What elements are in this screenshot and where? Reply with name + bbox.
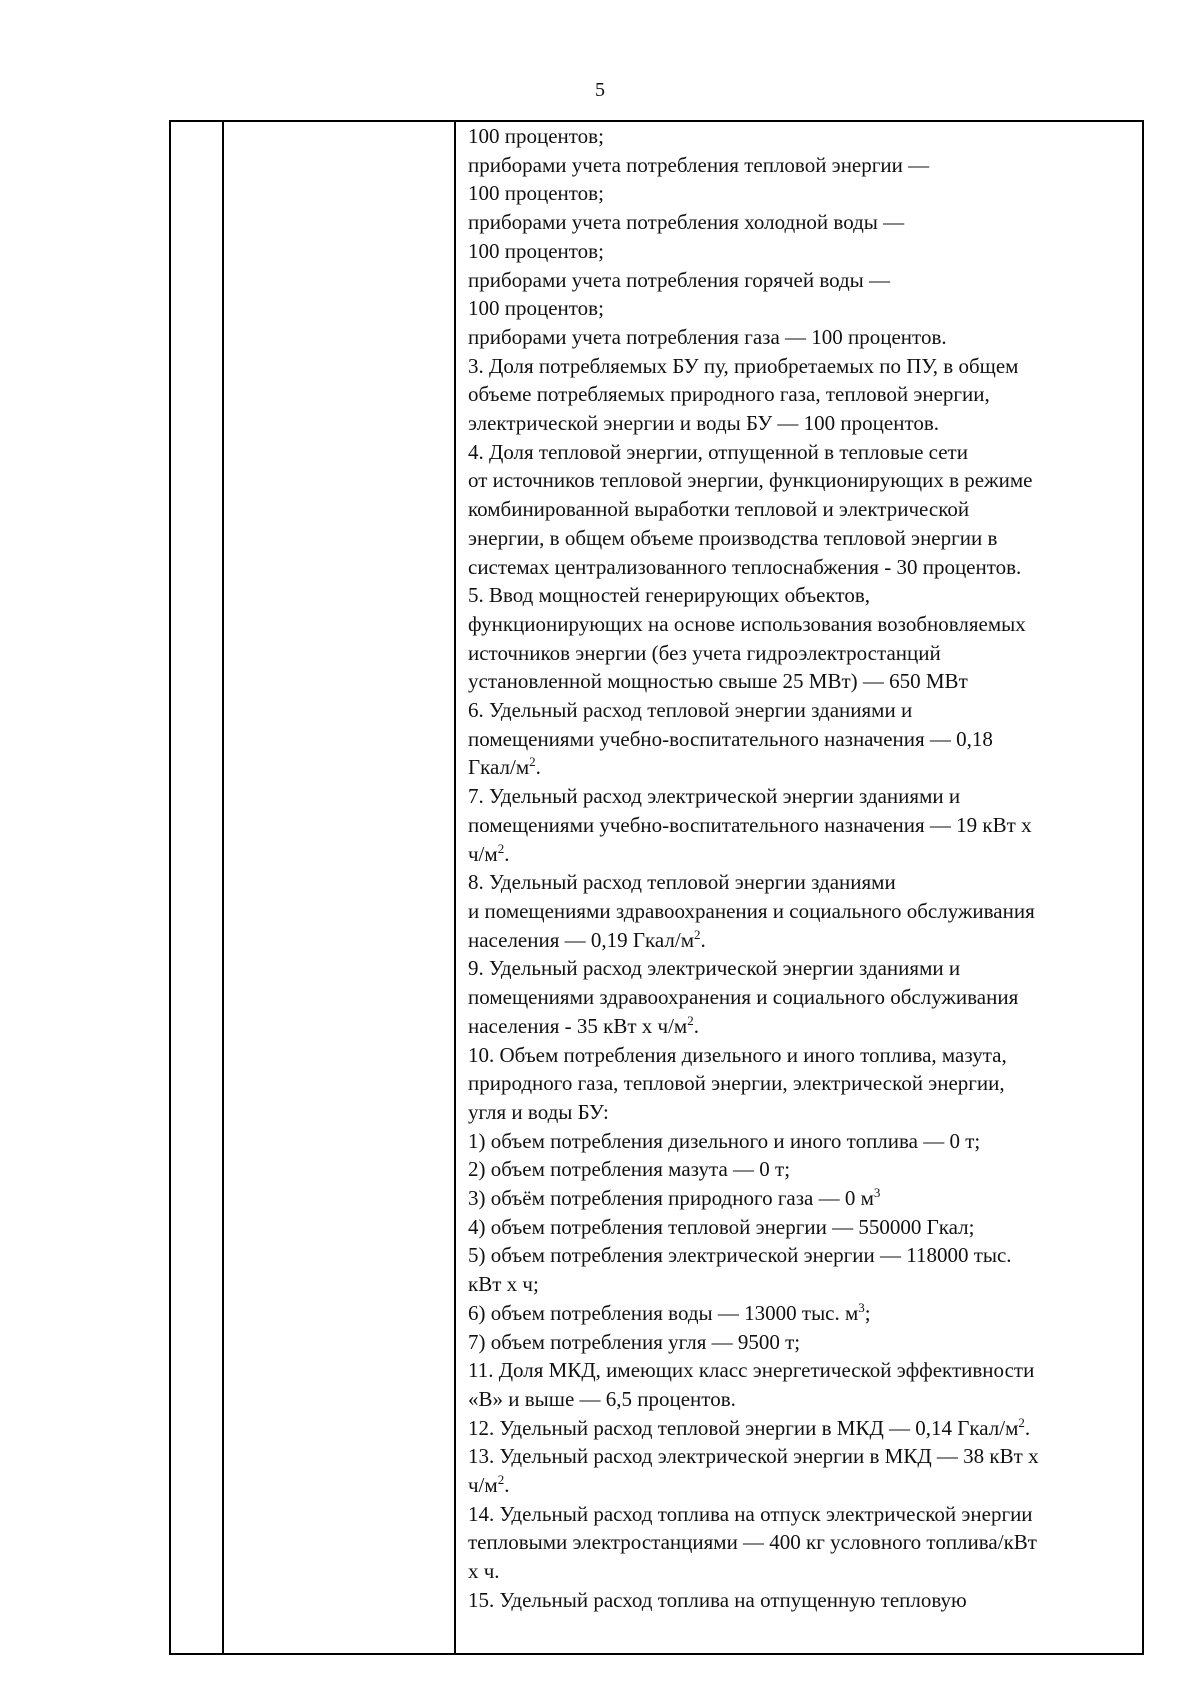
line-text: 7) объем потребления угля — 9500 т;	[468, 1329, 801, 1354]
page-number: 5	[595, 79, 605, 101]
text-line	[468, 1127, 1136, 1156]
text-line	[468, 581, 1136, 610]
text-line	[468, 1299, 1136, 1328]
text-line	[468, 1528, 1136, 1557]
line-text: 100 процентов;	[468, 296, 604, 321]
table-column-indicators	[456, 122, 1142, 1653]
text-line	[468, 667, 1136, 696]
line-text: помещениями учебно-воспитательного назначения — 19 кВт х	[468, 812, 1032, 837]
line-text: 10. Объем потребления дизельного и иного топлива, мазута,	[468, 1042, 1007, 1067]
line-text: источников энергии (без учета гидроэлектростанций	[468, 640, 941, 665]
text-line	[468, 1356, 1136, 1385]
line-text: 2) объем потребления мазута — 0 т;	[468, 1157, 791, 1182]
line-text: энергии, в общем объеме производства тепловой энергии в	[468, 525, 998, 550]
text-line	[468, 323, 1136, 352]
text-line	[468, 1012, 1136, 1041]
line-text: кВт х ч;	[468, 1272, 539, 1297]
text-line	[468, 352, 1136, 381]
line-text: 11. Доля МКД, имеющих класс энергетической эффективности	[468, 1358, 1035, 1383]
line-punctuation: .	[693, 1013, 699, 1038]
text-line	[468, 1385, 1136, 1414]
table-column-number	[171, 122, 224, 1653]
text-line	[468, 1069, 1136, 1098]
line-text: 3. Доля потребляемых БУ пу, приобретаемых по ПУ, в общем	[468, 353, 1019, 378]
line-text: 15. Удельный расход топлива на отпущенную тепловую	[468, 1587, 967, 1612]
text-line	[468, 151, 1136, 180]
text-line	[468, 380, 1136, 409]
line-text: Гкал/м	[468, 755, 530, 780]
line-text: комбинированной выработки тепловой и электрической	[468, 497, 970, 522]
line-text: природного газа, тепловой энергии, электрической энергии,	[468, 1071, 1005, 1096]
superscript: 2	[1018, 1414, 1025, 1430]
text-line	[468, 1442, 1136, 1471]
superscript: 2	[497, 840, 505, 856]
line-text: 7. Удельный расход электрической энергии зданиями и	[468, 784, 961, 809]
text-line	[468, 897, 1136, 926]
line-text: 5) объем потребления электрической энергии — 118000 тыс.	[468, 1243, 1012, 1268]
text-line	[468, 725, 1136, 754]
text-line	[468, 524, 1136, 553]
line-text: 12. Удельный расход тепловой энергии в МКД — 0,14 Гкал/м	[468, 1415, 1019, 1440]
text-line	[468, 926, 1136, 955]
line-text: помещениями учебно-воспитательного назначения — 0,18	[468, 726, 993, 751]
line-text: 9. Удельный расход электрической энергии зданиями и	[468, 956, 961, 981]
line-text: 6) объем потребления воды — 13000 тыс. м	[468, 1300, 859, 1325]
line-punctuation: .	[504, 1473, 510, 1498]
text-line	[468, 1414, 1136, 1443]
line-text: приборами учета потребления тепловой энергии —	[468, 152, 930, 177]
line-text: х ч.	[468, 1559, 500, 1584]
line-text: установленной мощностью свыше 25 МВт) — 650 МВт	[468, 669, 968, 694]
line-text: системах централизованного теплоснабжения - 30 процентов.	[468, 554, 1022, 579]
text-line	[468, 954, 1136, 983]
line-text: населения — 0,19 Гкал/м	[468, 927, 695, 952]
text-line	[468, 983, 1136, 1012]
text-line	[468, 294, 1136, 323]
table-column-name	[224, 122, 456, 1653]
text-line	[468, 753, 1136, 782]
text-line	[468, 782, 1136, 811]
line-punctuation: .	[700, 927, 706, 952]
line-text: и помещениями здравоохранения и социального обслуживания	[468, 898, 1035, 923]
text-line	[468, 179, 1136, 208]
line-text: объеме потребляемых природного газа, тепловой энергии,	[468, 382, 990, 407]
line-text: 4) объем потребления тепловой энергии — 550000 Гкал;	[468, 1214, 975, 1239]
line-text: электрической энергии и воды БУ — 100 процентов.	[468, 411, 940, 436]
text-line	[468, 1471, 1136, 1500]
text-line	[468, 1557, 1136, 1586]
superscript: 2	[497, 1472, 505, 1488]
line-text: тепловыми электростанциями — 400 кг условного топлива/кВт	[468, 1530, 1037, 1555]
text-line	[468, 1586, 1136, 1615]
line-text: приборами учета потребления холодной воды —	[468, 210, 905, 235]
line-text: «В» и выше — 6,5 процентов.	[468, 1386, 736, 1411]
superscript: 2	[529, 754, 536, 770]
superscript: 3	[873, 1185, 881, 1201]
text-line	[468, 1500, 1136, 1529]
line-text: от источников тепловой энергии, функционирующих в режиме	[468, 468, 1033, 493]
text-line	[468, 811, 1136, 840]
text-line	[468, 1098, 1136, 1127]
text-line	[468, 610, 1136, 639]
text-line	[468, 1328, 1136, 1357]
text-line	[468, 466, 1136, 495]
text-line	[468, 639, 1136, 668]
text-line	[468, 409, 1136, 438]
line-text: населения - 35 кВт х ч/м	[468, 1013, 688, 1038]
line-punctuation: .	[504, 841, 510, 866]
line-punctuation: ;	[864, 1300, 871, 1325]
line-text: 100 процентов;	[468, 181, 604, 206]
text-line	[468, 122, 1136, 151]
line-punctuation: .	[1024, 1415, 1031, 1440]
text-line	[468, 495, 1136, 524]
line-text: функционирующих на основе использования возобновляемых	[468, 611, 1026, 636]
line-text: 1) объем потребления дизельного и иного топлива — 0 т;	[468, 1128, 981, 1153]
text-line	[468, 696, 1136, 725]
line-text: 4. Доля тепловой энергии, отпущенной в тепловые сети	[468, 439, 968, 464]
text-line	[468, 1213, 1136, 1242]
line-text: 8. Удельный расход тепловой энергии зданиями	[468, 870, 896, 895]
text-line	[468, 1270, 1136, 1299]
line-text: ч/м	[468, 1473, 498, 1498]
text-line	[468, 208, 1136, 237]
superscript: 3	[858, 1299, 865, 1315]
superscript: 2	[694, 926, 701, 942]
text-line	[468, 1184, 1136, 1213]
text-line	[468, 438, 1136, 467]
document-table	[169, 120, 1144, 1655]
line-text: угля и воды БУ:	[468, 1099, 609, 1124]
line-text: приборами учета потребления газа — 100 процентов.	[468, 324, 947, 349]
text-line	[468, 266, 1136, 295]
text-line	[468, 1041, 1136, 1070]
line-text: 13. Удельный расход электрической энергии в МКД — 38 кВт х	[468, 1444, 1039, 1469]
line-text: помещениями здравоохранения и социального обслуживания	[468, 985, 1019, 1010]
line-text: 5. Ввод мощностей генерирующих объектов,	[468, 583, 870, 608]
line-text: приборами учета потребления горячей воды —	[468, 267, 891, 292]
text-line	[468, 868, 1136, 897]
text-line	[468, 1241, 1136, 1270]
text-line	[468, 237, 1136, 266]
line-text: 6. Удельный расход тепловой энергии зданиями и	[468, 698, 913, 723]
superscript: 2	[687, 1012, 694, 1028]
text-line	[468, 840, 1136, 869]
text-line	[468, 553, 1136, 582]
line-text: 100 процентов;	[468, 124, 604, 148]
text-line	[468, 1155, 1136, 1184]
line-text: 3) объём потребления природного газа — 0 м	[468, 1186, 874, 1211]
line-punctuation: .	[535, 755, 541, 780]
line-text: 100 процентов;	[468, 238, 604, 263]
line-text: ч/м	[468, 841, 498, 866]
line-text: 14. Удельный расход топлива на отпуск электрической энергии	[468, 1501, 1033, 1526]
